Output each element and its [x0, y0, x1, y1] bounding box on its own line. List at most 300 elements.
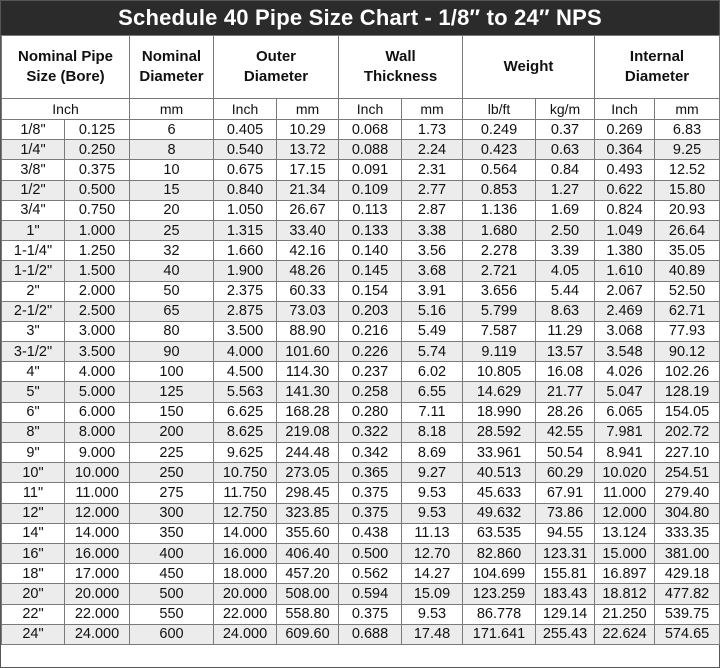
cell-nps-fraction: 2-1/2" [2, 301, 65, 321]
cell-od-inch: 22.000 [214, 604, 277, 624]
cell-nps-decimal: 2.000 [65, 281, 130, 301]
cell-weight-kgm: 123.31 [536, 543, 595, 563]
table-row [2, 624, 720, 644]
cell-id-mm: 128.19 [655, 382, 720, 402]
cell-id-mm: 202.72 [655, 422, 720, 442]
cell-wall-inch: 0.562 [339, 564, 402, 584]
cell-wall-mm: 3.56 [402, 241, 463, 261]
cell-nps-decimal: 17.000 [65, 564, 130, 584]
cell-od-inch: 0.540 [214, 140, 277, 160]
table-row [2, 220, 720, 240]
cell-od-mm: 609.60 [277, 624, 339, 644]
cell-od-mm: 114.30 [277, 362, 339, 382]
cell-od-mm: 355.60 [277, 523, 339, 543]
cell-weight-kgm: 129.14 [536, 604, 595, 624]
cell-id-inch: 0.493 [595, 160, 655, 180]
table-row [2, 241, 720, 261]
cell-id-inch: 22.624 [595, 624, 655, 644]
cell-od-mm: 298.45 [277, 483, 339, 503]
header-line: Thickness [363, 68, 438, 85]
cell-nominal-mm: 40 [130, 261, 214, 281]
cell-wall-inch: 0.375 [339, 483, 402, 503]
cell-od-mm: 42.16 [277, 241, 339, 261]
cell-weight-lbft: 33.961 [463, 443, 536, 463]
table-row [2, 362, 720, 382]
cell-id-mm: 77.93 [655, 321, 720, 341]
cell-nps-decimal: 1.500 [65, 261, 130, 281]
table-row [2, 564, 720, 584]
cell-weight-lbft: 5.799 [463, 301, 536, 321]
cell-nps-decimal: 3.500 [65, 342, 130, 362]
cell-wall-inch: 0.145 [339, 261, 402, 281]
cell-id-inch: 15.000 [595, 543, 655, 563]
unit-nps: Inch [2, 99, 130, 120]
cell-weight-lbft: 0.564 [463, 160, 536, 180]
cell-od-mm: 60.33 [277, 281, 339, 301]
cell-nps-decimal: 24.000 [65, 624, 130, 644]
cell-nps-decimal: 16.000 [65, 543, 130, 563]
cell-weight-kgm: 13.57 [536, 342, 595, 362]
cell-weight-lbft: 0.249 [463, 120, 536, 140]
table-row [2, 483, 720, 503]
cell-od-mm: 33.40 [277, 220, 339, 240]
cell-id-inch: 1.610 [595, 261, 655, 281]
cell-wall-mm: 7.11 [402, 402, 463, 422]
table-row [2, 140, 720, 160]
cell-wall-inch: 0.154 [339, 281, 402, 301]
unit-id-in: Inch [595, 99, 655, 120]
cell-od-mm: 88.90 [277, 321, 339, 341]
cell-id-mm: 227.10 [655, 443, 720, 463]
cell-id-mm: 52.50 [655, 281, 720, 301]
cell-weight-kgm: 50.54 [536, 443, 595, 463]
cell-weight-kgm: 0.84 [536, 160, 595, 180]
header-line: Nominal Pipe [17, 48, 114, 65]
cell-od-mm: 73.03 [277, 301, 339, 321]
cell-od-inch: 10.750 [214, 463, 277, 483]
cell-od-inch: 4.000 [214, 342, 277, 362]
header-line: Internal [629, 48, 685, 65]
cell-nps-fraction: 3/4" [2, 200, 65, 220]
cell-wall-mm: 3.38 [402, 220, 463, 240]
table-row [2, 342, 720, 362]
cell-weight-lbft: 86.778 [463, 604, 536, 624]
table-row [2, 180, 720, 200]
chart-title: Schedule 40 Pipe Size Chart - 1/8″ to 24″ NPS [1, 1, 719, 35]
header-nominal-pipe-size [2, 36, 130, 99]
header-line: Diameter [624, 68, 690, 85]
cell-od-inch: 2.375 [214, 281, 277, 301]
cell-id-inch: 21.250 [595, 604, 655, 624]
cell-wall-mm: 1.73 [402, 120, 463, 140]
cell-id-inch: 3.068 [595, 321, 655, 341]
cell-wall-inch: 0.365 [339, 463, 402, 483]
cell-wall-mm: 8.18 [402, 422, 463, 442]
cell-wall-mm: 11.13 [402, 523, 463, 543]
table-row [2, 382, 720, 402]
cell-wall-inch: 0.091 [339, 160, 402, 180]
cell-od-mm: 508.00 [277, 584, 339, 604]
cell-id-mm: 15.80 [655, 180, 720, 200]
cell-weight-lbft: 14.629 [463, 382, 536, 402]
cell-id-mm: 333.35 [655, 523, 720, 543]
cell-od-mm: 13.72 [277, 140, 339, 160]
cell-nps-decimal: 0.375 [65, 160, 130, 180]
cell-id-mm: 254.51 [655, 463, 720, 483]
cell-nps-fraction: 11" [2, 483, 65, 503]
cell-id-mm: 62.71 [655, 301, 720, 321]
table-row [2, 443, 720, 463]
cell-nominal-mm: 450 [130, 564, 214, 584]
cell-od-inch: 1.050 [214, 200, 277, 220]
cell-od-inch: 24.000 [214, 624, 277, 644]
cell-id-inch: 11.000 [595, 483, 655, 503]
cell-id-inch: 7.981 [595, 422, 655, 442]
cell-nominal-mm: 8 [130, 140, 214, 160]
cell-nominal-mm: 300 [130, 503, 214, 523]
header-nominal-diameter [130, 36, 214, 99]
cell-weight-lbft: 40.513 [463, 463, 536, 483]
cell-weight-kgm: 60.29 [536, 463, 595, 483]
cell-nps-fraction: 14" [2, 523, 65, 543]
cell-nps-decimal: 10.000 [65, 463, 130, 483]
cell-wall-mm: 5.74 [402, 342, 463, 362]
cell-weight-kgm: 73.86 [536, 503, 595, 523]
unit-nominal-mm: mm [130, 99, 214, 120]
cell-nps-fraction: 3/8" [2, 160, 65, 180]
cell-od-mm: 101.60 [277, 342, 339, 362]
cell-nps-decimal: 4.000 [65, 362, 130, 382]
cell-nominal-mm: 100 [130, 362, 214, 382]
cell-nominal-mm: 200 [130, 422, 214, 442]
cell-wall-mm: 12.70 [402, 543, 463, 563]
header-line: Wall [385, 48, 416, 65]
cell-weight-kgm: 0.37 [536, 120, 595, 140]
cell-weight-lbft: 2.721 [463, 261, 536, 281]
cell-nominal-mm: 50 [130, 281, 214, 301]
cell-id-inch: 10.020 [595, 463, 655, 483]
cell-od-mm: 17.15 [277, 160, 339, 180]
cell-weight-lbft: 49.632 [463, 503, 536, 523]
cell-od-inch: 20.000 [214, 584, 277, 604]
cell-wall-inch: 0.438 [339, 523, 402, 543]
cell-wall-inch: 0.594 [339, 584, 402, 604]
cell-weight-kgm: 1.27 [536, 180, 595, 200]
unit-weight-lbft: lb/ft [463, 99, 536, 120]
cell-wall-inch: 0.375 [339, 604, 402, 624]
cell-nps-fraction: 2" [2, 281, 65, 301]
cell-wall-inch: 0.113 [339, 200, 402, 220]
cell-wall-mm: 2.77 [402, 180, 463, 200]
cell-id-mm: 35.05 [655, 241, 720, 261]
cell-id-inch: 1.380 [595, 241, 655, 261]
cell-nps-decimal: 0.500 [65, 180, 130, 200]
cell-weight-kgm: 5.44 [536, 281, 595, 301]
cell-wall-mm: 15.09 [402, 584, 463, 604]
cell-wall-mm: 5.49 [402, 321, 463, 341]
table-row [2, 402, 720, 422]
cell-od-inch: 1.315 [214, 220, 277, 240]
cell-id-mm: 40.89 [655, 261, 720, 281]
cell-weight-kgm: 183.43 [536, 584, 595, 604]
cell-nominal-mm: 400 [130, 543, 214, 563]
cell-od-inch: 1.900 [214, 261, 277, 281]
cell-id-mm: 574.65 [655, 624, 720, 644]
cell-nps-decimal: 9.000 [65, 443, 130, 463]
cell-id-inch: 5.047 [595, 382, 655, 402]
cell-od-inch: 14.000 [214, 523, 277, 543]
cell-nps-decimal: 0.250 [65, 140, 130, 160]
cell-nps-decimal: 22.000 [65, 604, 130, 624]
cell-weight-kgm: 42.55 [536, 422, 595, 442]
cell-wall-inch: 0.216 [339, 321, 402, 341]
cell-id-inch: 4.026 [595, 362, 655, 382]
cell-nps-decimal: 11.000 [65, 483, 130, 503]
table-row [2, 200, 720, 220]
cell-nps-fraction: 1/8" [2, 120, 65, 140]
header-internal-diameter [595, 36, 720, 99]
cell-id-mm: 304.80 [655, 503, 720, 523]
cell-id-mm: 9.25 [655, 140, 720, 160]
cell-weight-lbft: 28.592 [463, 422, 536, 442]
cell-od-inch: 2.875 [214, 301, 277, 321]
cell-od-inch: 6.625 [214, 402, 277, 422]
cell-od-inch: 9.625 [214, 443, 277, 463]
cell-wall-inch: 0.280 [339, 402, 402, 422]
cell-nominal-mm: 500 [130, 584, 214, 604]
cell-id-mm: 381.00 [655, 543, 720, 563]
header-outer-diameter [214, 36, 339, 99]
cell-wall-mm: 2.31 [402, 160, 463, 180]
cell-weight-kgm: 11.29 [536, 321, 595, 341]
cell-id-mm: 279.40 [655, 483, 720, 503]
cell-id-inch: 18.812 [595, 584, 655, 604]
cell-nps-fraction: 22" [2, 604, 65, 624]
cell-weight-kgm: 255.43 [536, 624, 595, 644]
cell-od-mm: 21.34 [277, 180, 339, 200]
cell-nps-fraction: 24" [2, 624, 65, 644]
cell-wall-mm: 9.53 [402, 503, 463, 523]
cell-weight-lbft: 104.699 [463, 564, 536, 584]
cell-wall-mm: 2.87 [402, 200, 463, 220]
cell-weight-lbft: 45.633 [463, 483, 536, 503]
cell-weight-kgm: 4.05 [536, 261, 595, 281]
table-row [2, 463, 720, 483]
cell-weight-lbft: 18.990 [463, 402, 536, 422]
cell-nps-fraction: 6" [2, 402, 65, 422]
cell-weight-kgm: 94.55 [536, 523, 595, 543]
cell-id-mm: 154.05 [655, 402, 720, 422]
cell-weight-lbft: 0.423 [463, 140, 536, 160]
cell-wall-mm: 3.91 [402, 281, 463, 301]
cell-nominal-mm: 32 [130, 241, 214, 261]
cell-id-inch: 0.824 [595, 200, 655, 220]
cell-weight-kgm: 155.81 [536, 564, 595, 584]
cell-od-mm: 26.67 [277, 200, 339, 220]
cell-od-inch: 5.563 [214, 382, 277, 402]
cell-id-inch: 6.065 [595, 402, 655, 422]
cell-wall-mm: 9.53 [402, 604, 463, 624]
cell-wall-inch: 0.068 [339, 120, 402, 140]
table-row [2, 503, 720, 523]
cell-wall-inch: 0.133 [339, 220, 402, 240]
header-line: Nominal [141, 48, 202, 65]
table-row [2, 422, 720, 442]
cell-id-inch: 12.000 [595, 503, 655, 523]
cell-nps-fraction: 4" [2, 362, 65, 382]
cell-weight-kgm: 67.91 [536, 483, 595, 503]
cell-nps-decimal: 1.000 [65, 220, 130, 240]
cell-nps-fraction: 1-1/2" [2, 261, 65, 281]
cell-id-mm: 539.75 [655, 604, 720, 624]
cell-weight-lbft: 63.535 [463, 523, 536, 543]
cell-id-inch: 1.049 [595, 220, 655, 240]
cell-nps-decimal: 0.750 [65, 200, 130, 220]
cell-od-mm: 219.08 [277, 422, 339, 442]
cell-nominal-mm: 350 [130, 523, 214, 543]
table-row [2, 584, 720, 604]
cell-id-inch: 3.548 [595, 342, 655, 362]
cell-wall-inch: 0.688 [339, 624, 402, 644]
cell-weight-lbft: 3.656 [463, 281, 536, 301]
cell-nps-fraction: 20" [2, 584, 65, 604]
cell-nps-decimal: 3.000 [65, 321, 130, 341]
cell-nps-fraction: 1-1/4" [2, 241, 65, 261]
cell-id-inch: 13.124 [595, 523, 655, 543]
table-row [2, 301, 720, 321]
cell-weight-kgm: 1.69 [536, 200, 595, 220]
cell-nps-decimal: 6.000 [65, 402, 130, 422]
cell-nominal-mm: 65 [130, 301, 214, 321]
cell-od-inch: 1.660 [214, 241, 277, 261]
table-row [2, 160, 720, 180]
cell-weight-lbft: 1.136 [463, 200, 536, 220]
header-line: Size (Bore) [26, 68, 105, 85]
unit-od-in: Inch [214, 99, 277, 120]
cell-nps-decimal: 1.250 [65, 241, 130, 261]
cell-weight-kgm: 21.77 [536, 382, 595, 402]
cell-nps-fraction: 10" [2, 463, 65, 483]
cell-wall-inch: 0.375 [339, 503, 402, 523]
cell-nominal-mm: 225 [130, 443, 214, 463]
cell-od-inch: 8.625 [214, 422, 277, 442]
cell-wall-inch: 0.203 [339, 301, 402, 321]
cell-weight-kgm: 8.63 [536, 301, 595, 321]
cell-id-inch: 16.897 [595, 564, 655, 584]
cell-wall-inch: 0.342 [339, 443, 402, 463]
cell-wall-inch: 0.088 [339, 140, 402, 160]
cell-wall-inch: 0.237 [339, 362, 402, 382]
cell-od-mm: 406.40 [277, 543, 339, 563]
header-weight: Weight [463, 36, 595, 99]
table-body [2, 120, 720, 645]
cell-weight-kgm: 2.50 [536, 220, 595, 240]
unit-od-mm: mm [277, 99, 339, 120]
cell-nominal-mm: 125 [130, 382, 214, 402]
cell-nominal-mm: 6 [130, 120, 214, 140]
cell-nps-fraction: 18" [2, 564, 65, 584]
cell-id-mm: 429.18 [655, 564, 720, 584]
cell-od-mm: 323.85 [277, 503, 339, 523]
cell-nominal-mm: 150 [130, 402, 214, 422]
cell-nps-fraction: 8" [2, 422, 65, 442]
cell-id-inch: 8.941 [595, 443, 655, 463]
cell-weight-lbft: 171.641 [463, 624, 536, 644]
cell-id-inch: 0.622 [595, 180, 655, 200]
cell-weight-lbft: 82.860 [463, 543, 536, 563]
cell-wall-mm: 8.69 [402, 443, 463, 463]
cell-wall-inch: 0.226 [339, 342, 402, 362]
cell-od-mm: 168.28 [277, 402, 339, 422]
header-line: Outer [256, 48, 297, 65]
cell-wall-mm: 14.27 [402, 564, 463, 584]
cell-wall-mm: 9.27 [402, 463, 463, 483]
cell-id-mm: 90.12 [655, 342, 720, 362]
cell-nps-fraction: 12" [2, 503, 65, 523]
table-row [2, 120, 720, 140]
cell-wall-inch: 0.500 [339, 543, 402, 563]
table-row [2, 543, 720, 563]
cell-wall-mm: 6.55 [402, 382, 463, 402]
unit-id-mm: mm [655, 99, 720, 120]
cell-od-mm: 141.30 [277, 382, 339, 402]
cell-nominal-mm: 80 [130, 321, 214, 341]
header-line: Diameter [139, 68, 204, 85]
cell-wall-mm: 5.16 [402, 301, 463, 321]
cell-nps-fraction: 3" [2, 321, 65, 341]
cell-nominal-mm: 600 [130, 624, 214, 644]
cell-nominal-mm: 25 [130, 220, 214, 240]
cell-wall-inch: 0.109 [339, 180, 402, 200]
header-line: Diameter [243, 68, 309, 85]
table-row [2, 523, 720, 543]
cell-weight-kgm: 0.63 [536, 140, 595, 160]
cell-nominal-mm: 10 [130, 160, 214, 180]
cell-nps-fraction: 1" [2, 220, 65, 240]
cell-weight-kgm: 3.39 [536, 241, 595, 261]
table-row [2, 281, 720, 301]
cell-id-inch: 0.364 [595, 140, 655, 160]
cell-od-mm: 10.29 [277, 120, 339, 140]
cell-od-inch: 12.750 [214, 503, 277, 523]
cell-id-mm: 20.93 [655, 200, 720, 220]
cell-wall-mm: 3.68 [402, 261, 463, 281]
cell-wall-mm: 9.53 [402, 483, 463, 503]
cell-nps-decimal: 0.125 [65, 120, 130, 140]
cell-nps-decimal: 8.000 [65, 422, 130, 442]
cell-od-inch: 0.840 [214, 180, 277, 200]
cell-weight-lbft: 0.853 [463, 180, 536, 200]
cell-od-mm: 244.48 [277, 443, 339, 463]
cell-nominal-mm: 250 [130, 463, 214, 483]
cell-wall-mm: 17.48 [402, 624, 463, 644]
cell-nps-fraction: 5" [2, 382, 65, 402]
unit-wall-mm: mm [402, 99, 463, 120]
cell-od-inch: 11.750 [214, 483, 277, 503]
cell-weight-lbft: 2.278 [463, 241, 536, 261]
cell-weight-lbft: 1.680 [463, 220, 536, 240]
unit-wall-in: Inch [339, 99, 402, 120]
header-wall-thickness [339, 36, 463, 99]
cell-nps-fraction: 9" [2, 443, 65, 463]
cell-nps-decimal: 20.000 [65, 584, 130, 604]
cell-weight-kgm: 16.08 [536, 362, 595, 382]
table-row [2, 261, 720, 281]
cell-wall-inch: 0.258 [339, 382, 402, 402]
cell-weight-lbft: 10.805 [463, 362, 536, 382]
cell-id-inch: 0.269 [595, 120, 655, 140]
table-row [2, 321, 720, 341]
